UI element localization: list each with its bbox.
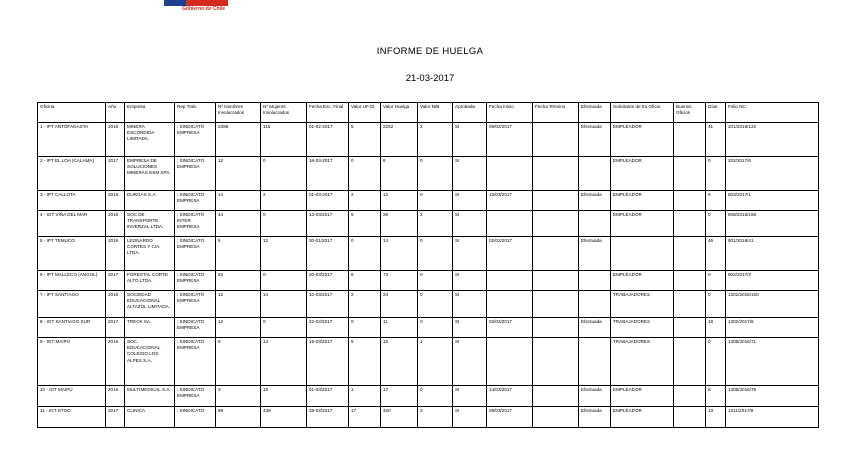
column-header: Nº Mujeres Involucrados: [261, 103, 307, 123]
table-cell: TRABAJADORES: [611, 338, 674, 386]
table-cell: SI: [453, 271, 487, 291]
column-header: Buenos Oficios: [674, 103, 706, 123]
table-cell: 1309/2016/71: [726, 338, 819, 386]
table-cell: 0: [706, 338, 726, 386]
table-cell: 01-02-2017: [307, 123, 349, 157]
table-cell: SI: [453, 318, 487, 338]
table-cell: 0: [418, 386, 453, 407]
table-cell: 901/2016/41: [726, 237, 819, 271]
table-cell: 0: [261, 157, 307, 191]
table-row: [38, 407, 819, 428]
table-cell: 01-03-2017: [307, 191, 349, 211]
table-cell: 2 - IPT EL LOA (CALAMA): [38, 157, 106, 191]
table-cell: 01-03/2017: [307, 386, 349, 407]
table-cell: EMPLEADOR: [611, 191, 674, 211]
table-cell: [674, 237, 706, 271]
logo-text: Gobierno de Chile: [182, 6, 226, 12]
table-row: [38, 191, 819, 211]
table-header-row: [38, 103, 819, 123]
table-cell: 2016: [106, 291, 125, 318]
table-cell: 41: [706, 123, 726, 157]
table-cell: 7 - IPT SANTIAGO: [38, 291, 106, 318]
table-cell: 11 - IGT STGO: [38, 407, 106, 428]
column-header: Folio NC: [726, 103, 819, 123]
page-title: INFORME DE HUELGA: [376, 46, 484, 57]
table-cell: ; SINDICATO EMPRESA: [175, 318, 216, 338]
table-cell: 12: [261, 237, 307, 271]
table-cell: 1301/2016/150: [726, 291, 819, 318]
table-cell: 1: [418, 338, 453, 386]
table-row: [38, 271, 819, 291]
table-cell: 8: [216, 338, 261, 386]
table-cell: 46: [706, 237, 726, 271]
table-cell: SI: [453, 386, 487, 407]
table-cell: LEONARDO CORTES Y CIA. LTDA.: [125, 237, 175, 271]
table-cell: 14: [216, 191, 261, 211]
table-cell: SI: [453, 237, 487, 271]
table-row: [38, 123, 819, 157]
column-header: Solicitante de Ex.Oficio: [611, 103, 674, 123]
table-cell: 2252: [381, 123, 418, 157]
table-cell: [487, 338, 533, 386]
table-cell: [674, 291, 706, 318]
table-cell: 18: [261, 386, 307, 407]
table-cell: [674, 338, 706, 386]
table-cell: 28-02/2017: [307, 407, 349, 428]
column-header: Valor Huelga: [381, 103, 418, 123]
table-cell: FORESTAL CORTE ALTO LTDA.: [125, 271, 175, 291]
table-cell: 13: [706, 407, 726, 428]
table-cell: [533, 318, 579, 338]
table-cell: [611, 237, 674, 271]
table-cell: 14/03/2017: [487, 386, 533, 407]
strike-report-table: [37, 102, 819, 428]
table-cell: 12: [216, 291, 261, 318]
table-cell: CLINICA: [125, 407, 175, 428]
table-cell: 17: [349, 407, 381, 428]
table-cell: 5: [216, 237, 261, 271]
table-cell: TRECK SA.: [125, 318, 175, 338]
column-header: Fecha Inicio: [487, 103, 533, 123]
table-cell: [487, 271, 533, 291]
table-cell: [533, 237, 579, 271]
table-cell: TRABAJADORES: [611, 318, 674, 338]
table-cell: [579, 338, 611, 386]
column-header: Rep.Trab.: [175, 103, 216, 123]
table-cell: 0: [418, 318, 453, 338]
table-cell: 3: [418, 407, 453, 428]
table-cell: 2016: [106, 237, 125, 271]
table-cell: SI: [453, 157, 487, 191]
table-cell: 0: [706, 157, 726, 191]
column-header: Días: [706, 103, 726, 123]
table-cell: 14: [381, 237, 418, 271]
table-cell: 10-03/2017: [307, 291, 349, 318]
table-row: [38, 237, 819, 271]
table-cell: 24: [381, 291, 418, 318]
table-cell: 0: [706, 211, 726, 237]
column-header: Valor UF.Ol.: [349, 103, 381, 123]
table-cell: 09/03/2017: [487, 407, 533, 428]
table-cell: [533, 191, 579, 211]
table-cell: 1 - IPT ANTOFAGASTA: [38, 123, 106, 157]
table-cell: ; SINDICATO EMPRESA: [175, 157, 216, 191]
table-cell: 0: [349, 157, 381, 191]
table-cell: 22-02/2017: [307, 318, 349, 338]
table-cell: 320: [381, 407, 418, 428]
table-cell: 0: [706, 291, 726, 318]
table-cell: 2016: [106, 191, 125, 211]
table-cell: 2: [349, 191, 381, 211]
table-row: [38, 318, 819, 338]
table-cell: Efectuada: [579, 318, 611, 338]
table-cell: [533, 407, 579, 428]
table-cell: 1311/2017/9: [726, 407, 819, 428]
table-cell: 30-01/2017: [307, 237, 349, 271]
table-cell: SI: [453, 123, 487, 157]
column-header: Fecha Exc. Final: [307, 103, 349, 123]
table-cell: 44: [216, 211, 261, 237]
table-cell: [533, 157, 579, 191]
column-header: Empresa: [125, 103, 175, 123]
table-cell: 438: [261, 407, 307, 428]
table-cell: ; SINDICATO EMPRESA: [175, 338, 216, 386]
table-cell: 03/03/2017: [487, 318, 533, 338]
table-cell: 503/2017/1: [726, 191, 819, 211]
table-cell: 12: [216, 157, 261, 191]
table-cell: [579, 211, 611, 237]
table-cell: 6: [349, 211, 381, 237]
table-cell: 508/2016/168: [726, 211, 819, 237]
table-cell: [579, 271, 611, 291]
table-cell: 8: [381, 157, 418, 191]
table-cell: SI: [453, 291, 487, 318]
table-cell: ; SINDICATO EMPRESA: [175, 237, 216, 271]
table-cell: EMPRESA DE SOLUCIONES MINERAS ESM SPA.: [125, 157, 175, 191]
table-cell: 2: [261, 191, 307, 211]
table-cell: [579, 291, 611, 318]
table-cell: SOCIEDAD EDUCACIONAL ALTAZOL LIMITADA.: [125, 291, 175, 318]
column-header: Año: [106, 103, 125, 123]
table-cell: 0: [418, 291, 453, 318]
table-cell: [674, 271, 706, 291]
table-cell: ; SINDICATO EMPRESA: [175, 123, 216, 157]
report-date: 21-03-2017: [405, 73, 455, 84]
table-cell: 2398: [216, 123, 261, 157]
table-cell: MULTIMEDICAL S.A.: [125, 386, 175, 407]
table-cell: [487, 211, 533, 237]
table-cell: 2017: [106, 407, 125, 428]
table-cell: MINERA ESCONDIDA LIMITADA.: [125, 123, 175, 157]
table-cell: ; SINDICATO: [175, 407, 216, 428]
table-cell: 2016: [106, 386, 125, 407]
table-cell: 0: [418, 157, 453, 191]
table-cell: ; SINDICATO INTER EMPRESA: [175, 211, 216, 237]
table-cell: ; SINDICATO EMPRESA: [175, 271, 216, 291]
table-cell: 2017: [106, 271, 125, 291]
table-cell: Efectuada: [579, 237, 611, 271]
table-cell: SI: [453, 407, 487, 428]
column-header: Valor N/B: [418, 103, 453, 123]
table-cell: [487, 157, 533, 191]
table-cell: 2017: [106, 318, 125, 338]
table-cell: 1302/2017/6: [726, 318, 819, 338]
table-cell: 20-03/2017: [307, 271, 349, 291]
table-cell: 5: [349, 123, 381, 157]
table-cell: [674, 318, 706, 338]
table-cell: ; SINDICATO EMPRESA: [175, 191, 216, 211]
table-cell: EMPLEADOR: [611, 386, 674, 407]
table-cell: 0: [418, 191, 453, 211]
column-header: Fecha Termino: [533, 103, 579, 123]
table-cell: [487, 291, 533, 318]
table-cell: DURGAS S.A.: [125, 191, 175, 211]
table-row: [38, 291, 819, 318]
table-cell: 14: [261, 291, 307, 318]
table-cell: TRABAJADORES: [611, 291, 674, 318]
table-cell: 2016: [106, 123, 125, 157]
table-cell: 6 - IPT MALLECO (ANGOL): [38, 271, 106, 291]
table-cell: ; SINDICATO EMPRESA: [175, 386, 216, 407]
table-cell: 115: [261, 123, 307, 157]
table-cell: [533, 386, 579, 407]
table-cell: 16-03-2017: [307, 157, 349, 191]
table-cell: 82: [216, 271, 261, 291]
table-row: [38, 211, 819, 237]
table-cell: Efectuada: [579, 191, 611, 211]
table-cell: 2016: [106, 338, 125, 386]
table-cell: 9 - IGT MAIPÚ: [38, 338, 106, 386]
table-cell: 2: [418, 211, 453, 237]
table-cell: 8: [706, 386, 726, 407]
table-cell: [674, 191, 706, 211]
table-cell: 28: [381, 211, 418, 237]
table-row: [38, 386, 819, 407]
table-cell: 1309/2016/78: [726, 386, 819, 407]
table-cell: Efectuada: [579, 123, 611, 157]
table-cell: [533, 291, 579, 318]
table-cell: 2016: [106, 211, 125, 237]
table-cell: 0: [261, 271, 307, 291]
table-cell: SOC. EDUCACIONAL COLEGIO LOS ALPES S.A.: [125, 338, 175, 386]
table-cell: 8: [349, 271, 381, 291]
table-cell: Efectuada: [579, 386, 611, 407]
table-cell: [674, 386, 706, 407]
column-header: Nº Hombres Involucrados: [216, 103, 261, 123]
table-cell: 12: [381, 191, 418, 211]
table-cell: EMPLEADOR: [611, 123, 674, 157]
table-cell: 13/03/2017: [487, 191, 533, 211]
table-cell: [533, 271, 579, 291]
table-cell: 10 - IGT MAIPÚ: [38, 386, 106, 407]
column-header: Oficina: [38, 103, 106, 123]
table-cell: [674, 123, 706, 157]
column-header: Aprobada: [453, 103, 487, 123]
table-cell: 0: [418, 237, 453, 271]
table-cell: [533, 338, 579, 386]
table-cell: 2017: [106, 157, 125, 191]
table-cell: 2: [418, 123, 453, 157]
table-cell: 0: [418, 271, 453, 291]
table-cell: SI: [453, 191, 487, 211]
table-cell: EMPLEADOR: [611, 271, 674, 291]
table-cell: [533, 123, 579, 157]
table-cell: 3 - IPT CALLOTA: [38, 191, 106, 211]
table-cell: 98: [216, 407, 261, 428]
table-cell: SOC DE TRANSPORTE INVERZAL LTDA.: [125, 211, 175, 237]
table-cell: Efectuada: [579, 407, 611, 428]
table-cell: SI: [453, 338, 487, 386]
table-cell: 5: [349, 338, 381, 386]
table-cell: 02/02/2017: [487, 237, 533, 271]
table-cell: 4 - IGT VIÑA DEL MAR: [38, 211, 106, 237]
table-row: [38, 338, 819, 386]
table-cell: 73: [381, 271, 418, 291]
table-cell: 9: [706, 191, 726, 211]
table-cell: 1: [349, 386, 381, 407]
table-cell: 201/2016/122: [726, 123, 819, 157]
table-cell: 12: [216, 318, 261, 338]
table-cell: [674, 157, 706, 191]
table-cell: [674, 407, 706, 428]
table-cell: 14: [261, 338, 307, 386]
table-cell: 5 - IPT TEMUCO: [38, 237, 106, 271]
table-cell: 902/2017/3: [726, 271, 819, 291]
table-cell: ; SINDICATO EMPRESA: [175, 291, 216, 318]
table-cell: 2: [349, 291, 381, 318]
table-cell: 0: [706, 271, 726, 291]
table-cell: 15-03/2017: [307, 338, 349, 386]
table-cell: [579, 157, 611, 191]
table-cell: 0: [349, 237, 381, 271]
table-cell: 19: [706, 318, 726, 338]
table-cell: 202/2017/6: [726, 157, 819, 191]
table-cell: 11: [381, 318, 418, 338]
table-row: [38, 157, 819, 191]
table-cell: [674, 211, 706, 237]
table-cell: SI: [453, 211, 487, 237]
column-header: Efectuada: [579, 103, 611, 123]
table-cell: 17: [381, 386, 418, 407]
table-cell: 3: [216, 386, 261, 407]
table-cell: 15: [381, 338, 418, 386]
table-cell: 09/02/2017: [487, 123, 533, 157]
table-cell: 8 - IGT SANTIAGO SUR: [38, 318, 106, 338]
table-cell: 13-03/2017: [307, 211, 349, 237]
table-cell: EMPLEADOR: [611, 157, 674, 191]
gobierno-logo: [164, 0, 228, 12]
table-cell: EMPLEADOR: [611, 211, 674, 237]
table-cell: [533, 211, 579, 237]
table-cell: EMPLEADOR: [611, 407, 674, 428]
table-cell: 0: [261, 211, 307, 237]
table-cell: 0: [261, 318, 307, 338]
table-cell: 0: [349, 318, 381, 338]
